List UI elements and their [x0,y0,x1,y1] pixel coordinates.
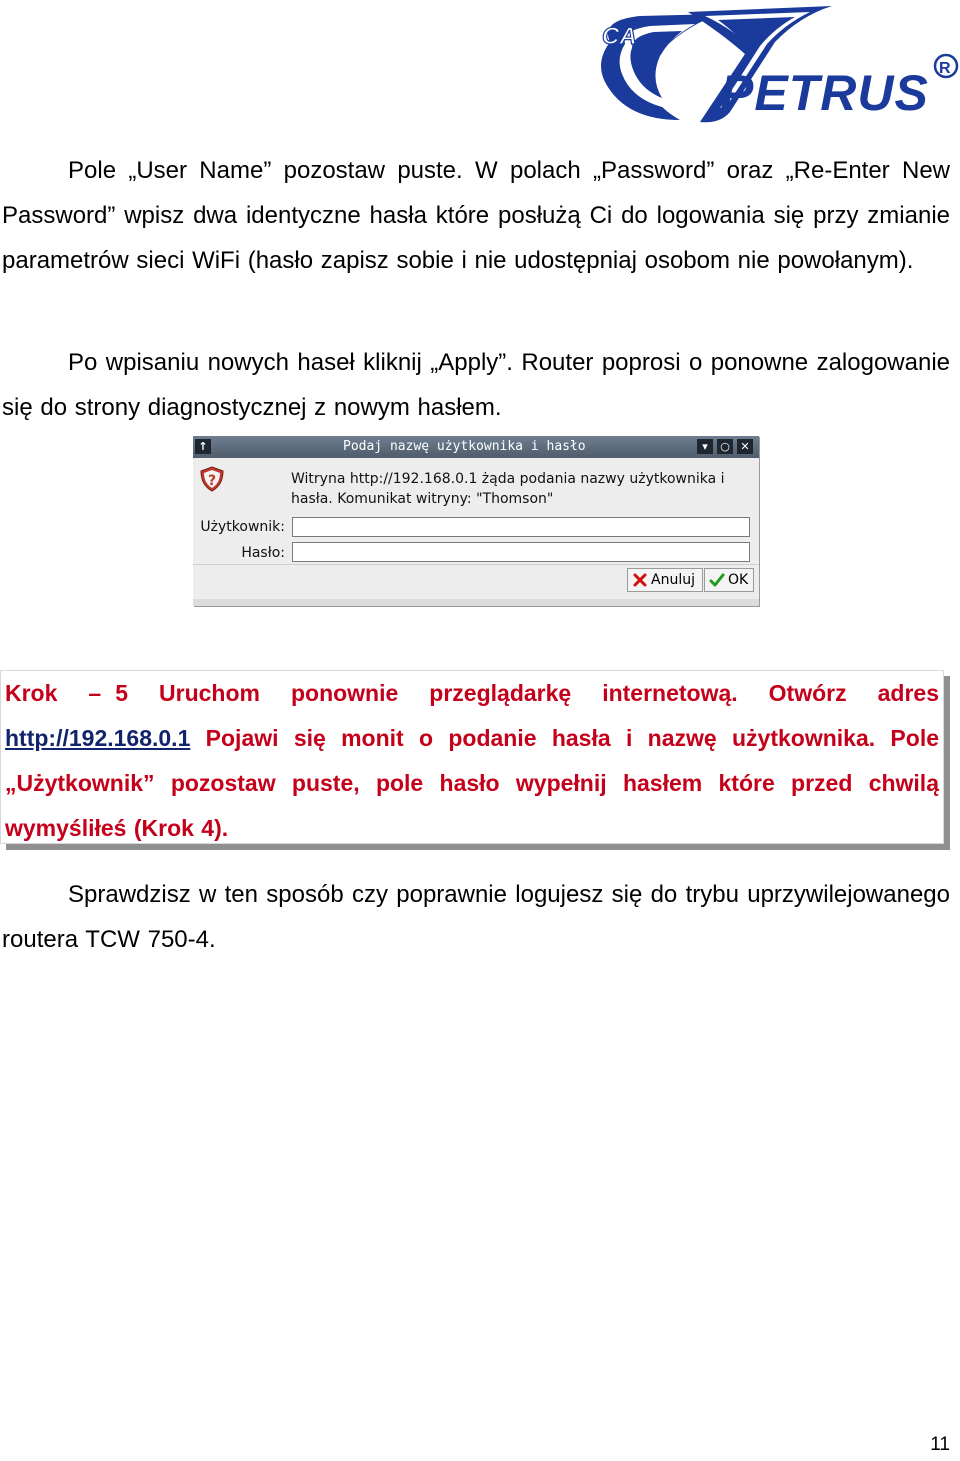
cancel-button-label: Anuluj [651,572,695,588]
step-number: 5 [115,680,128,706]
paragraph-1-text: Pole „User Name” pozostaw puste. W polach „Password” oraz „Re-Enter New Password” wpisz dwa identyczne hasła które posłużą Ci do logowania się przy zmianie parametrów sieci WiFi (hasło zapisz sobie i nie udostępniaj osobom nie powołanym). [2,157,950,274]
arrow-up-icon[interactable]: ↑ [195,439,211,454]
paragraph-3-text: Sprawdzisz w ten sposób czy poprawnie logujesz się do trybu uprzywilejowanego routera TCW 750-4. [2,881,950,953]
checkmark-icon [709,572,725,588]
svg-text:R: R [939,60,951,77]
cancel-button[interactable] [627,568,703,592]
logo-brand-text: PETRUS [720,65,929,121]
dialog-message: Witryna http://192.168.0.1 żąda podania nazwy użytkownika i hasła. Komunikat witryny: "Thomson" [291,471,725,507]
dialog-separator [193,564,759,565]
maximize-icon[interactable]: ○ [717,439,733,454]
paragraph-apply-instructions [2,340,950,430]
cancel-x-icon [632,572,648,588]
logo-ca-text: CA [602,23,637,50]
step-5-box [0,670,944,844]
password-input[interactable] [292,542,750,562]
dialog-bottom-bar [193,599,759,606]
question-shield-icon [199,466,225,492]
close-icon[interactable]: ✕ [737,439,753,454]
shade-icon[interactable]: ▾ [697,439,713,454]
dialog-titlebar [193,436,759,458]
password-label: Hasło: [241,545,285,561]
login-dialog-screenshot [193,436,759,606]
dialog-title: Podaj nazwę użytkownika i hasło [343,439,586,454]
paragraph-2-text: Po wpisaniu nowych haseł kliknij „Apply”. Router poprosi o ponowne zalogowanie się do strony diagnostycznej z nowym hasłem. [2,349,950,421]
page-number: 11 [930,1434,950,1455]
step-5-text [5,671,939,851]
router-address-link[interactable]: http://192.168.0.1 [5,725,191,751]
step-text-b: Pojawi się monit o podanie hasła i nazwę użytkownika. Pole „Użytkownik” pozostaw puste, pole hasło wypełnij hasłem które przed chwilą wymyśliłeś (Krok 4). [5,725,939,841]
username-label: Użytkownik: [200,519,285,535]
ca-petrus-logo [570,2,960,130]
paragraph-verify-login [2,872,950,962]
paragraph-instructions-password [2,148,950,283]
step-heading: Krok – [5,680,102,706]
svg-text:?: ? [208,473,217,489]
ok-button-label: OK [728,572,749,588]
ok-button[interactable] [704,568,754,592]
username-input[interactable] [292,517,750,537]
step-text-a: Uruchom ponownie przeglądarkę internetową. Otwórz adres [159,680,939,706]
